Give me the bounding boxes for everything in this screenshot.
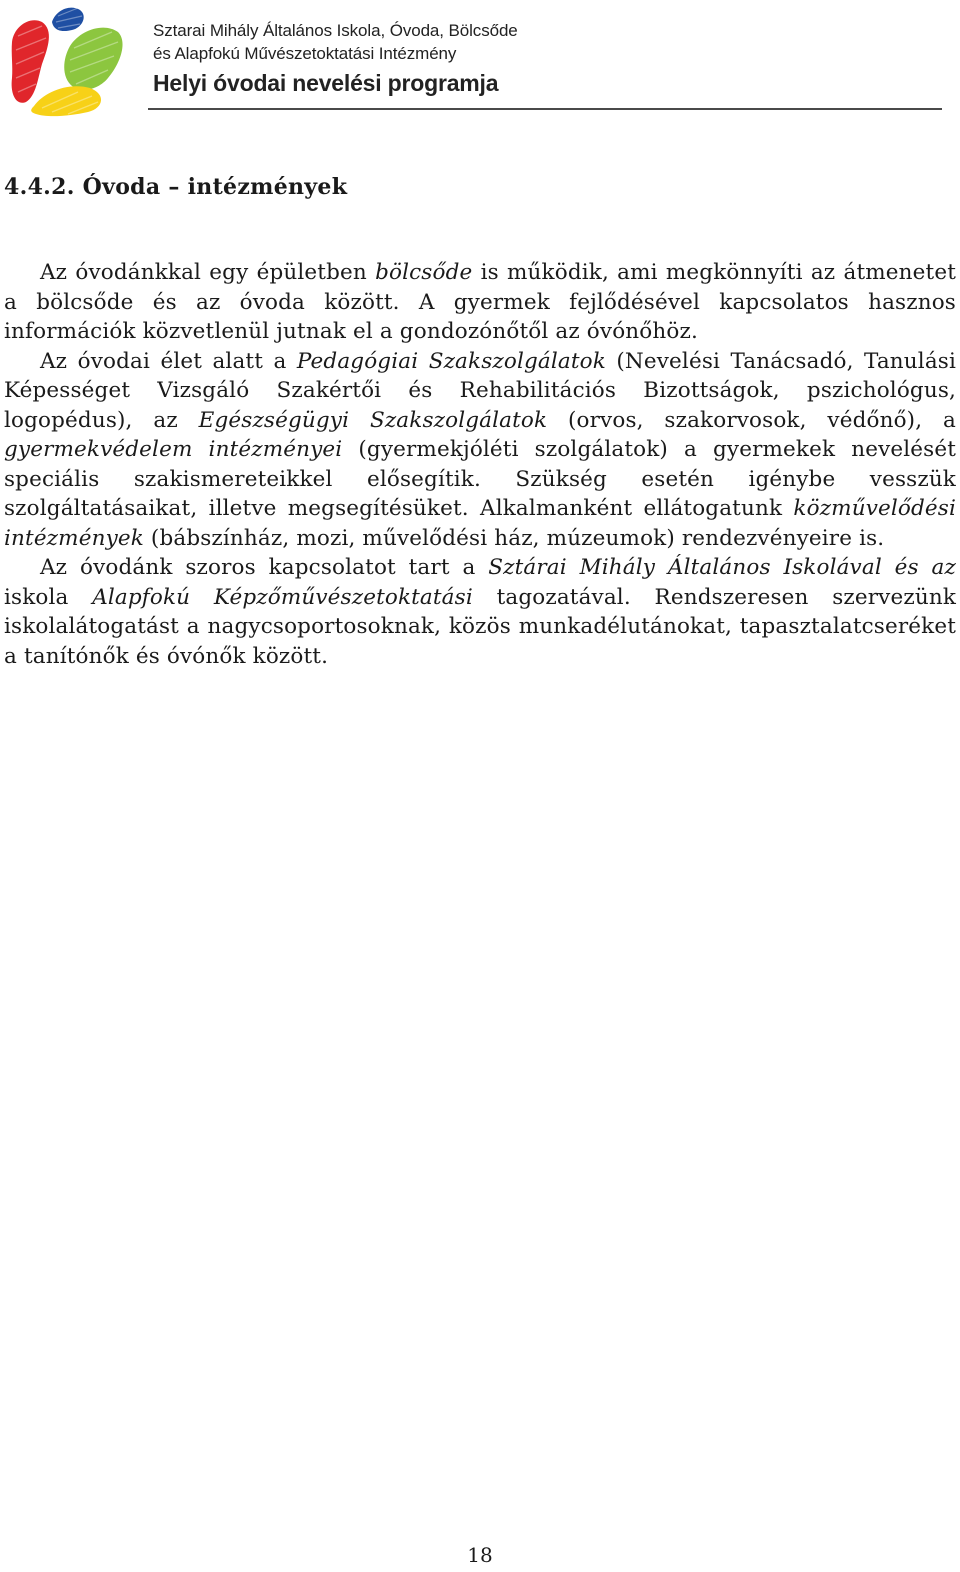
logo-red-shape <box>12 20 49 103</box>
paragraph-2 <box>4 347 956 554</box>
text-run: Az óvodánkkal egy épületben <box>40 260 376 285</box>
text-run: (gyermekjóléti szolgálatok) a gyermekek nevelését speciális szakismereteikkel elősegítik. Szükség esetén igénybe vesszük szolgáltatásaikat, illetve megsegítésüket. Alkalmanként ellátogatunk <box>4 437 956 521</box>
logo-blue-shape <box>52 8 84 31</box>
body-text <box>4 258 956 671</box>
text-run: Az óvodánk szoros kapcsolatot tart a <box>40 555 489 580</box>
page-header <box>0 0 960 120</box>
paragraph-1 <box>4 258 956 347</box>
italic-term: bölcsőde <box>375 260 473 285</box>
program-title: Helyi óvodai nevelési programja <box>153 70 499 96</box>
text-run: (Nevelési Tanácsadó, Tanulási Képességet Vizsgáló Szakértői és Rehabilitációs Bizottságok, pszichológus, logopédus), az <box>4 348 957 433</box>
school-name-line-2: és Alapfokú Művészetoktatási Intézmény <box>153 44 457 63</box>
italic-term: közművelődési intézmények <box>4 496 956 551</box>
logo-yellow-shape <box>31 86 101 116</box>
school-logo <box>8 2 126 118</box>
text-run: (orvos, szakorvosok, védőnő), a <box>547 407 956 433</box>
logo-green-shape <box>64 28 122 90</box>
italic-term: gyermekvédelem intézményei <box>4 437 343 462</box>
paragraph-3 <box>4 553 956 671</box>
text-run: is működik, ami megkönnyíti az átmenetet a bölcsőde és az óvoda között. A gyermek fejlődésével kapcsolatos hasznos információk közvetlenül jutnak el a gondozónőtől az óvónőhöz. <box>4 260 956 344</box>
school-name-line-1: Sztarai Mihály Általános Iskola, Óvoda, Bölcsőde <box>153 21 518 40</box>
header-text <box>153 19 518 98</box>
italic-term: Sztárai Mihály Általános Iskolával és az <box>488 555 956 580</box>
text-run: iskola <box>4 584 93 610</box>
header-divider <box>148 108 942 110</box>
text-run: Az óvodai élet alatt a <box>40 348 297 374</box>
italic-term: Alapfokú Képzőművészetoktatási <box>92 584 473 610</box>
page-number: 18 <box>467 1543 493 1567</box>
italic-term: Pedagógiai Szakszolgálatok <box>296 348 606 374</box>
text-run: (bábszínház, mozi, művelődési ház, múzeumok) rendezvényeire is. <box>143 525 885 551</box>
italic-term: Egészségügyi Szakszolgálatok <box>198 407 548 433</box>
text-run: tagozatával. Rendszeresen szervezünk iskolalátogatást a nagycsoportosoknak, közös munkadélutánokat, tapasztalatcseréket a tanítónők és óvónők között. <box>4 584 957 669</box>
section-heading: 4.4.2. Óvoda – intézmények <box>4 174 348 200</box>
